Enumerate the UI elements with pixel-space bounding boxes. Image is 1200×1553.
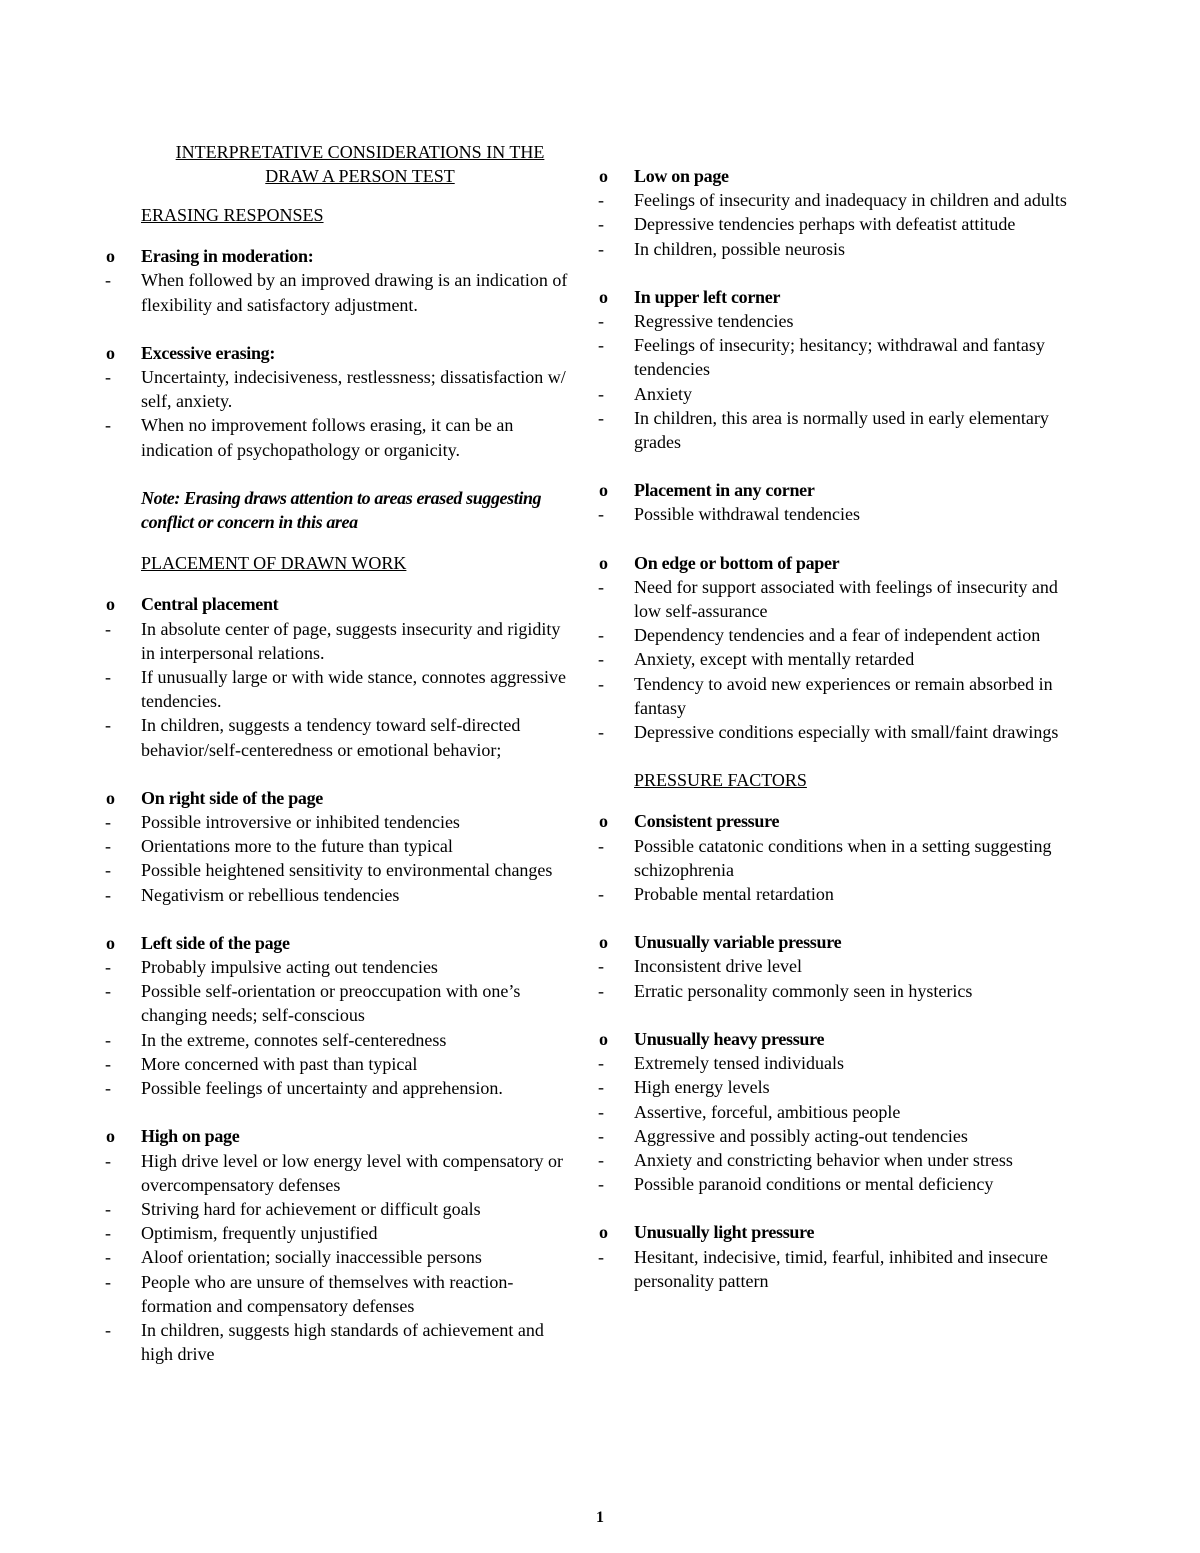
group-title — [104, 931, 574, 955]
dash-icon: - — [598, 311, 604, 332]
group-placement-in-any-corner — [597, 478, 1077, 526]
group-title — [597, 809, 1077, 833]
erasing-responses-heading: ERASING RESPONSES — [141, 205, 324, 225]
list-item — [104, 1245, 574, 1269]
list-item — [597, 1051, 1077, 1075]
page-number: 1 — [596, 1509, 604, 1526]
list-item-text: Erratic personality commonly seen in hysterics — [634, 980, 973, 1001]
list-item-text: More concerned with past than typical — [141, 1053, 418, 1074]
list-item-text: In children, possible neurosis — [634, 238, 845, 259]
list-item — [104, 1270, 574, 1318]
list-item-text: Anxiety, except with mentally retarded — [634, 649, 915, 670]
dash-icon: - — [105, 667, 111, 688]
dash-icon: - — [598, 1101, 604, 1122]
list-item-text: Orientations more to the future than typical — [141, 836, 453, 857]
group-title — [597, 285, 1077, 309]
list-item — [104, 1221, 574, 1245]
dash-icon: - — [598, 504, 604, 525]
dash-icon: - — [105, 1247, 111, 1268]
group-in-upper-left-corner — [597, 285, 1077, 454]
left-column — [104, 140, 574, 1390]
list-item-text: Probable mental retardation — [634, 884, 834, 905]
list-item — [597, 834, 1077, 882]
group-unusually-heavy-pressure — [597, 1027, 1077, 1196]
dash-icon: - — [105, 812, 111, 833]
dash-icon: - — [598, 214, 604, 235]
list-item-text: When no improvement follows erasing, it can be an indication of psychopathology or organicity. — [141, 415, 514, 460]
item-list — [597, 188, 1077, 261]
group-title-text: On right side of the page — [141, 787, 324, 808]
dash-icon: - — [598, 649, 604, 670]
list-item-text: Need for support associated with feelings of insecurity and low self-assurance — [634, 576, 1058, 622]
dash-icon: - — [598, 1174, 604, 1195]
title-line-1: INTERPRETATIVE CONSIDERATIONS IN THE — [175, 142, 545, 162]
dash-icon: - — [105, 1029, 111, 1050]
item-list — [104, 1149, 574, 1367]
dash-icon: - — [105, 957, 111, 978]
list-item — [104, 858, 574, 882]
list-item — [597, 1172, 1077, 1196]
item-list — [104, 617, 574, 762]
bullet-o-icon: o — [599, 932, 608, 953]
group-title — [597, 164, 1077, 188]
group-excessive-erasing — [104, 341, 574, 462]
dash-icon: - — [598, 625, 604, 646]
list-item — [104, 617, 574, 665]
dash-icon: - — [105, 715, 111, 736]
dash-icon: - — [598, 190, 604, 211]
bullet-o-icon: o — [106, 246, 115, 267]
list-item-text: Extremely tensed individuals — [634, 1053, 844, 1074]
list-item — [104, 979, 574, 1027]
group-low-on-page — [597, 164, 1077, 261]
group-title-text: Placement in any corner — [634, 480, 815, 501]
dash-icon: - — [598, 1053, 604, 1074]
list-item-text: Anxiety — [634, 383, 692, 404]
list-item-text: In children, this area is normally used in early elementary grades — [634, 407, 1049, 453]
list-item — [104, 413, 574, 461]
bullet-o-icon: o — [106, 787, 115, 808]
list-item — [597, 188, 1077, 212]
list-item-text: Depressive conditions especially with small/faint drawings — [634, 722, 1059, 743]
list-item — [597, 382, 1077, 406]
dash-icon: - — [598, 980, 604, 1001]
bullet-o-icon: o — [599, 1028, 608, 1049]
dash-icon: - — [598, 722, 604, 743]
group-title-text: In upper left corner — [634, 286, 781, 307]
group-title — [597, 551, 1077, 575]
list-item-text: Striving hard for achievement or difficult goals — [141, 1198, 481, 1219]
erasing-groups — [104, 244, 574, 462]
dash-icon: - — [598, 956, 604, 977]
bullet-o-icon: o — [599, 480, 608, 501]
list-item — [104, 1076, 574, 1100]
erasing-note: Note: Erasing draws attention to areas erased suggesting conflict or concern in this area — [141, 487, 542, 533]
placement-groups-left — [104, 592, 574, 1366]
list-item — [597, 212, 1077, 236]
group-on-right-side-of-the-page — [104, 786, 574, 907]
list-item-text: Possible withdrawal tendencies — [634, 504, 860, 525]
dash-icon: - — [105, 1319, 111, 1340]
item-list — [597, 1051, 1077, 1196]
bullet-o-icon: o — [106, 594, 115, 615]
dash-icon: - — [105, 860, 111, 881]
group-title-text: Low on page — [634, 166, 729, 186]
list-item-text: Possible heightened sensitivity to environmental changes — [141, 860, 553, 881]
list-item-text: Aggressive and possibly acting-out tendencies — [634, 1125, 968, 1146]
list-item-text: Assertive, forceful, ambitious people — [634, 1101, 901, 1122]
list-item-text: Aloof orientation; socially inaccessible persons — [141, 1247, 482, 1268]
list-item-text: Possible self-orientation or preoccupation with one’s changing needs; self-conscious — [141, 981, 521, 1026]
list-item-text: Possible paranoid conditions or mental deficiency — [634, 1174, 994, 1195]
group-title-text: Consistent pressure — [634, 811, 780, 832]
right-column — [597, 164, 1077, 1317]
dash-icon: - — [105, 1198, 111, 1219]
group-title — [104, 786, 574, 810]
dash-icon: - — [598, 673, 604, 694]
list-item — [104, 1028, 574, 1052]
list-item — [104, 1149, 574, 1197]
bullet-o-icon: o — [599, 552, 608, 573]
bullet-o-icon: o — [599, 1222, 608, 1243]
dash-icon: - — [598, 884, 604, 905]
list-item — [597, 672, 1077, 720]
list-item — [597, 979, 1077, 1003]
group-unusually-light-pressure — [597, 1220, 1077, 1293]
title-line-2: DRAW A PERSON TEST — [265, 166, 455, 186]
dash-icon: - — [598, 383, 604, 404]
group-title — [104, 592, 574, 616]
group-title-text: High on page — [141, 1126, 240, 1147]
placement-heading: PLACEMENT OF DRAWN WORK — [141, 553, 407, 574]
list-item-text: Tendency to avoid new experiences or remain absorbed in fantasy — [634, 673, 1053, 718]
group-title — [597, 478, 1077, 502]
list-item — [597, 237, 1077, 261]
dash-icon: - — [598, 1149, 604, 1170]
group-consistent-pressure — [597, 809, 1077, 906]
list-item — [104, 713, 574, 761]
list-item-text: Regressive tendencies — [634, 311, 794, 332]
dash-icon: - — [598, 835, 604, 856]
group-title-text: On edge or bottom of paper — [634, 552, 840, 573]
dash-icon: - — [598, 238, 604, 259]
list-item-text: High drive level or low energy level with compensatory or overcompensatory defenses — [141, 1150, 564, 1195]
list-item — [597, 623, 1077, 647]
group-title — [597, 1027, 1077, 1051]
group-erasing-in-moderation — [104, 244, 574, 317]
group-title — [104, 341, 574, 365]
pressure-factors-heading: PRESSURE FACTORS — [634, 770, 807, 791]
list-item — [104, 834, 574, 858]
item-list — [597, 1245, 1077, 1293]
list-item-text: Optimism, frequently unjustified — [141, 1223, 378, 1244]
dash-icon: - — [105, 1078, 111, 1099]
list-item-text: People who are unsure of themselves with reaction-formation and compensatory defenses — [141, 1271, 514, 1316]
group-title-text: Central placement — [141, 594, 279, 615]
group-left-side-of-the-page — [104, 931, 574, 1100]
dash-icon: - — [105, 884, 111, 905]
dash-icon: - — [105, 618, 111, 639]
bullet-o-icon: o — [106, 1126, 115, 1147]
item-list — [104, 365, 574, 462]
group-title — [104, 244, 574, 268]
list-item — [104, 1318, 574, 1366]
list-item-text: Possible introversive or inhibited tendencies — [141, 812, 460, 833]
list-item-text: In absolute center of page, suggests insecurity and rigidity in interpersonal relations. — [141, 618, 561, 663]
item-list — [597, 575, 1077, 744]
group-high-on-page — [104, 1124, 574, 1366]
group-title-text: Erasing in moderation: — [141, 246, 314, 267]
list-item — [104, 1197, 574, 1221]
item-list — [104, 810, 574, 907]
list-item — [597, 954, 1077, 978]
group-title-text: Unusually heavy pressure — [634, 1028, 825, 1049]
list-item — [104, 883, 574, 907]
list-item — [597, 1100, 1077, 1124]
dash-icon: - — [598, 1246, 604, 1267]
list-item-text: Possible feelings of uncertainty and apprehension. — [141, 1078, 503, 1099]
list-item — [104, 1052, 574, 1076]
list-item-text: Probably impulsive acting out tendencies — [141, 957, 438, 978]
bullet-o-icon: o — [599, 811, 608, 832]
group-unusually-variable-pressure — [597, 930, 1077, 1003]
bullet-o-icon: o — [106, 932, 115, 953]
list-item-text: When followed by an improved drawing is an indication of flexibility and satisfactory adjustment. — [141, 270, 568, 315]
group-on-edge-or-bottom-of-paper — [597, 551, 1077, 745]
list-item-text: Inconsistent drive level — [634, 956, 802, 977]
dash-icon: - — [598, 1077, 604, 1098]
list-item — [104, 365, 574, 413]
list-item-text: Feelings of insecurity and inadequacy in children and adults — [634, 190, 1067, 211]
list-item — [104, 955, 574, 979]
group-title — [104, 1124, 574, 1148]
list-item-text: Negativism or rebellious tendencies — [141, 884, 400, 905]
list-item — [597, 502, 1077, 526]
bullet-o-icon: o — [599, 286, 608, 307]
item-list — [104, 955, 574, 1100]
dash-icon: - — [105, 1223, 111, 1244]
dash-icon: - — [105, 836, 111, 857]
dash-icon: - — [105, 415, 111, 436]
list-item — [597, 333, 1077, 381]
list-item — [104, 810, 574, 834]
list-item — [597, 882, 1077, 906]
dash-icon: - — [105, 1053, 111, 1074]
list-item-text: Dependency tendencies and a fear of independent action — [634, 625, 1041, 646]
list-item-text: Anxiety and constricting behavior when under stress — [634, 1149, 1013, 1170]
list-item-text: High energy levels — [634, 1077, 770, 1098]
group-title — [597, 930, 1077, 954]
list-item — [597, 309, 1077, 333]
item-list — [597, 954, 1077, 1002]
group-central-placement — [104, 592, 574, 761]
placement-groups-right — [597, 164, 1077, 744]
list-item-text: In children, suggests high standards of achievement and high drive — [141, 1319, 544, 1365]
dash-icon: - — [598, 576, 604, 597]
group-title-text: Unusually variable pressure — [634, 932, 842, 953]
item-list — [597, 502, 1077, 526]
list-item — [597, 1124, 1077, 1148]
dash-icon: - — [105, 1150, 111, 1171]
item-list — [597, 834, 1077, 907]
dash-icon: - — [598, 407, 604, 428]
list-item — [597, 720, 1077, 744]
list-item-text: Hesitant, indecisive, timid, fearful, inhibited and insecure personality pattern — [634, 1246, 1048, 1291]
bullet-o-icon: o — [599, 166, 608, 186]
dash-icon: - — [105, 1271, 111, 1292]
list-item — [597, 1245, 1077, 1293]
list-item-text: If unusually large or with wide stance, connotes aggressive tendencies. — [141, 667, 567, 712]
list-item — [597, 647, 1077, 671]
dash-icon: - — [105, 367, 111, 388]
list-item — [104, 268, 574, 316]
group-title-text: Left side of the page — [141, 932, 290, 953]
dash-icon: - — [598, 335, 604, 356]
list-item-text: Depressive tendencies perhaps with defeatist attitude — [634, 214, 1016, 235]
dash-icon: - — [105, 270, 111, 291]
dash-icon: - — [598, 1125, 604, 1146]
list-item-text: In the extreme, connotes self-centeredness — [141, 1029, 447, 1050]
list-item-text: In children, suggests a tendency toward self-directed behavior/self-centeredness or emotional behavior; — [141, 715, 521, 760]
item-list — [597, 309, 1077, 454]
bullet-o-icon: o — [106, 342, 115, 363]
dash-icon: - — [105, 981, 111, 1002]
list-item — [597, 406, 1077, 454]
document-title — [140, 140, 580, 188]
list-item — [104, 665, 574, 713]
list-item — [597, 1148, 1077, 1172]
item-list — [104, 268, 574, 316]
group-title — [597, 1220, 1077, 1244]
list-item — [597, 575, 1077, 623]
group-title-text: Unusually light pressure — [634, 1222, 815, 1243]
list-item-text: Feelings of insecurity; hesitancy; withdrawal and fantasy tendencies — [634, 335, 1045, 380]
pressure-groups — [597, 809, 1077, 1292]
list-item-text: Possible catatonic conditions when in a setting suggesting schizophrenia — [634, 835, 1052, 880]
list-item — [597, 1075, 1077, 1099]
group-title-text: Excessive erasing: — [141, 342, 276, 363]
list-item-text: Uncertainty, indecisiveness, restlessness; dissatisfaction w/ self, anxiety. — [141, 367, 566, 412]
